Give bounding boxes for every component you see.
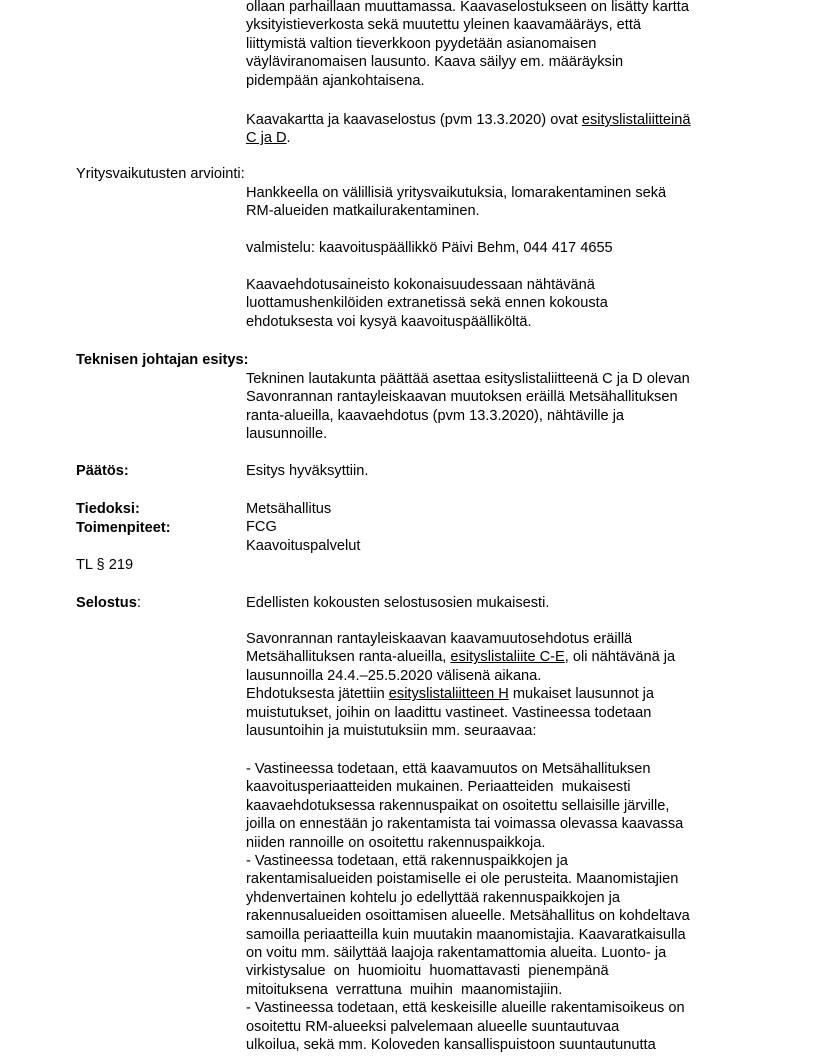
text-line: on voitu mm. säilyttää laajoja rakentamattomia alueita. Luonto- ja — [246, 945, 667, 962]
proposal-label: Teknisen johtajan esitys: — [76, 352, 249, 368]
text-segment: . — [286, 130, 291, 147]
text-line: kaavoitusperiaatteiden mukainen. Periaatteiden mukaisesti — [246, 779, 631, 796]
text-line: kaavaehdotuksessa rakennuspaikat on osoitettu sellaisille järville, — [246, 797, 670, 814]
text-line — [246, 111, 746, 129]
description-label-text: Selostus — [76, 595, 137, 611]
preparer-line: valmistelu: kaavoituspäällikkö Päivi Behm, 044 417 4655 — [246, 240, 613, 256]
recipients-list — [246, 500, 746, 555]
text-line: Savonrannan rantayleiskaavan muutoksen eräillä Metsähallituksen — [246, 389, 678, 406]
text-segment: mukaiset lausunnot ja — [508, 686, 655, 703]
text-line: ranta-alueilla, kaavaehdotus (pvm 13.3.2020), nähtäville ja — [246, 407, 625, 424]
decision-text: Esitys hyväksyttiin. — [246, 463, 369, 479]
attachment-link[interactable]: esityslistaliitteinä — [581, 112, 691, 128]
attachment-link[interactable]: esityslistaliitteen H — [388, 686, 509, 703]
text-line: Tekninen lautakunta päättää asettaa esityslistaliitteenä C ja D olevan — [246, 371, 690, 387]
text-line: väyläviranomaisen lausunto. Kaava säilyy em. määräyksin — [246, 54, 624, 71]
text-segment: Metsähallituksen ranta-alueilla, — [246, 649, 451, 666]
description-intro: Edellisten kokousten selostusosien mukaisesti. — [246, 595, 550, 611]
text-line: ulkoilua, sekä mm. Koloveden kansallispuistoon suuntautunutta — [246, 1037, 656, 1054]
section-reference: TL § 219 — [76, 557, 134, 573]
text-line: samoilla periaatteilla kuin muutakin maanomistajia. Kaavaratkaisulla — [246, 926, 686, 943]
text-segment: , oli nähtävänä ja — [564, 649, 676, 666]
text-segment: Ehdotuksesta jätettiin — [246, 686, 389, 703]
text-line: yhdenvertainen kohtelu jo edellyttää rakennuspaikkojen ja — [246, 889, 621, 906]
recipient-item: Metsähallitus — [246, 501, 332, 517]
text-line: rakentamisalueiden poistamiselle ei ole perusteita. Maanomistajien — [246, 871, 679, 888]
description-label — [76, 594, 141, 612]
response-bullets — [246, 760, 746, 1055]
text-line: - Vastineessa todetaan, että kaavamuutos on Metsähallituksen — [246, 761, 651, 777]
business-impact-text — [246, 184, 746, 221]
text-line: osoitettu RM-alueeksi palvelemaan alueelle suuntautuvaa — [246, 1018, 620, 1035]
text-line: lausunnoilla 24.4.–25.5.2020 välisenä aikana. — [246, 667, 542, 684]
text-line: niiden rannoille on osoitettu rakennuspaikkoja. — [246, 834, 546, 851]
text-line: lausuntoihin ja muistutuksiin mm. seuraavaa: — [246, 723, 537, 740]
top-paragraph — [246, 0, 746, 90]
text-line: pidempään ajankohtaisena. — [246, 72, 425, 89]
text-line: joilla on ennestään jo rakentamista tai voimassa olevassa kaavassa — [246, 816, 684, 833]
proposal-text — [246, 370, 746, 444]
text-line: ollaan parhaillaan muuttamassa. Kaavaselostukseen on lisätty kartta — [246, 0, 689, 15]
text-line — [246, 129, 746, 147]
text-line: Savonrannan rantayleiskaavan kaavamuutosehdotus eräillä — [246, 631, 633, 647]
text-line: RM-alueiden matkailurakentaminen. — [246, 203, 480, 220]
actions-label: Toimenpiteet: — [76, 520, 171, 536]
description-paragraph — [246, 630, 746, 740]
label-suffix: : — [136, 595, 141, 611]
recipient-item: Kaavoituspalvelut — [246, 537, 361, 554]
text-line — [246, 648, 746, 666]
recipient-item: FCG — [246, 519, 277, 536]
text-line: mitoituksena verrattuna muihin maanomistajiin. — [246, 981, 563, 998]
decision-label: Päätös: — [76, 463, 129, 479]
attachments-note — [246, 111, 746, 148]
text-line: liittymistä valtion tieverkkoon pyydetään asianomaisen — [246, 35, 597, 52]
text-line: luottamushenkilöiden extranetissä sekä ennen kokousta — [246, 295, 608, 312]
text-line: rakennusalueiden osoittamisen alueelle. Metsähallitus on kohdeltava — [246, 908, 690, 925]
text-line: - Vastineessa todetaan, että rakennuspaikkojen ja — [246, 853, 568, 870]
business-impact-label: Yritysvaikutusten arviointi: — [76, 166, 245, 182]
text-segment: Kaavakartta ja kaavaselostus (pvm 13.3.2020) ovat — [246, 112, 582, 128]
text-line: yksityistieverkosta sekä muutettu yleinen kaavamääräys, että — [246, 17, 642, 34]
text-line: virkistysalue on huomioitu huomattavasti pienempänä — [246, 963, 609, 980]
text-line: muistutukset, joihin on laadittu vastineet. Vastineessa todetaan — [246, 704, 652, 721]
attachment-link[interactable]: esityslistaliite C-E — [450, 649, 565, 666]
text-line: - Vastineessa todetaan, että keskeisille alueille rakentamisoikeus on — [246, 1000, 685, 1017]
text-line: Kaavaehdotusaineisto kokonaisuudessaan nähtävänä — [246, 277, 595, 293]
text-line — [246, 685, 746, 703]
text-line: ehdotuksesta voi kysyä kaavoituspäälliköltä. — [246, 313, 532, 330]
attachment-link[interactable]: C ja D — [246, 130, 287, 147]
text-line: Hankkeella on välillisiä yritysvaikutuksia, lomarakentaminen sekä — [246, 185, 667, 201]
material-note — [246, 276, 746, 331]
for-information-label: Tiedoksi: — [76, 501, 140, 517]
text-line: lausunnoille. — [246, 426, 328, 443]
